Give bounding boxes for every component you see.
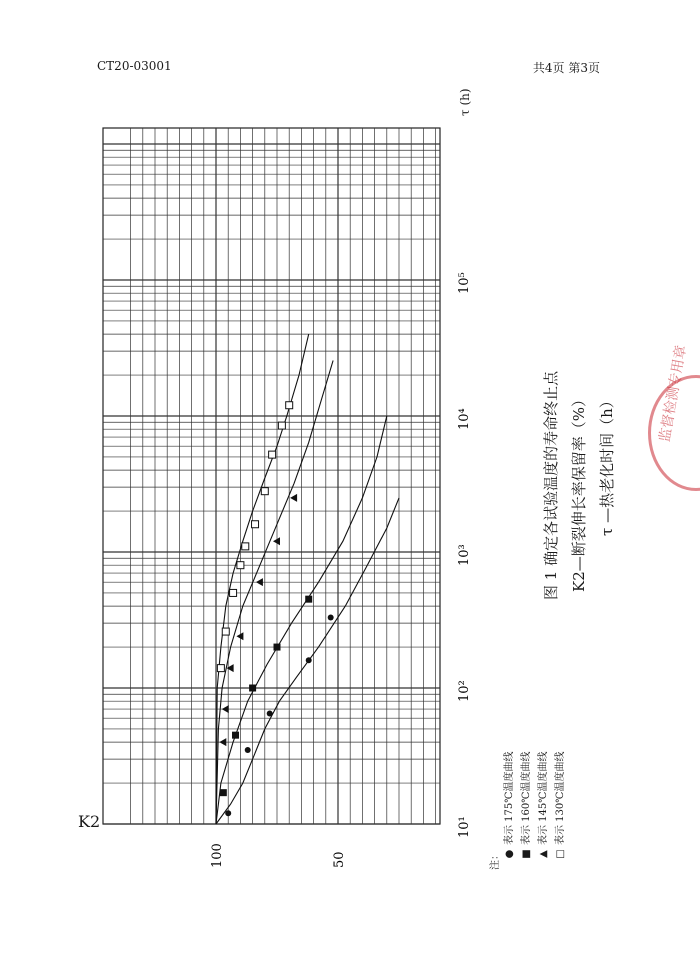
point-open-square — [242, 543, 249, 550]
x-tick-label: 10³ — [457, 544, 472, 566]
point-triangle — [227, 664, 234, 672]
caption-tau-definition: τ —热老化时间（h） — [598, 393, 616, 536]
legend-item-130 — [552, 752, 569, 870]
point-open-square — [217, 665, 224, 672]
chart-labels — [210, 272, 472, 868]
caption-k2-definition: K2—断裂伸长率保留率（%） — [570, 391, 588, 592]
point-triangle — [290, 494, 297, 502]
chart-marks — [217, 402, 333, 816]
point-circle — [225, 810, 231, 816]
legend-marker-icon: ■ — [521, 849, 532, 859]
point-open-square — [278, 422, 285, 429]
chart-frame — [103, 128, 440, 824]
point-open-square — [286, 402, 293, 409]
legend-label: 表示 130℃温度曲线 — [555, 751, 566, 845]
chart-legend — [486, 752, 569, 870]
point-circle — [267, 710, 273, 716]
x-axis-label: τ (h) — [458, 88, 472, 116]
x-tick-label: 10¹ — [457, 816, 472, 838]
x-tick-label: 10² — [457, 680, 472, 702]
point-circle — [328, 614, 334, 620]
legend-marker-icon: ▲ — [538, 850, 549, 858]
point-square — [220, 789, 227, 796]
figure-caption-title: 图 1 确定各试验温度的寿命终止点 — [542, 370, 560, 600]
y-tick-label: 50 — [332, 851, 347, 868]
chart-grid — [103, 128, 440, 824]
point-triangle — [256, 578, 263, 586]
legend-item-160 — [518, 752, 535, 870]
legend-item-175 — [501, 752, 518, 870]
stamp-text: 监督检测专用章 — [656, 344, 690, 444]
point-triangle — [273, 537, 280, 545]
point-circle — [245, 747, 251, 753]
point-open-square — [261, 488, 268, 495]
document-code: CT20-03001 — [97, 59, 172, 73]
y-axis-label: K2 — [78, 812, 101, 831]
point-square — [232, 732, 239, 739]
x-tick-label: 10⁵ — [457, 272, 472, 294]
legend-item-145 — [535, 752, 552, 870]
legend-label: 表示 175℃温度曲线 — [504, 751, 515, 845]
point-open-square — [252, 521, 259, 528]
legend-note: 注： — [490, 850, 501, 870]
point-triangle — [236, 632, 243, 640]
point-triangle — [222, 705, 229, 713]
page-count: 共4页 第3页 — [532, 61, 600, 75]
legend-label: 表示 160℃温度曲线 — [521, 751, 532, 845]
legend-marker-icon: ● — [504, 849, 515, 859]
point-triangle — [219, 738, 226, 746]
x-tick-label: 10⁴ — [457, 408, 472, 430]
legend-marker-icon: □ — [555, 849, 566, 859]
point-open-square — [237, 562, 244, 569]
point-open-square — [230, 589, 237, 596]
point-square — [305, 596, 312, 603]
point-open-square — [269, 451, 276, 458]
point-square — [249, 685, 256, 692]
y-tick-label: 100 — [210, 843, 225, 868]
point-circle — [306, 657, 312, 663]
chart-curves — [216, 334, 399, 824]
point-open-square — [222, 628, 229, 635]
legend-label: 表示 145℃温度曲线 — [538, 751, 549, 845]
point-square — [274, 644, 281, 651]
